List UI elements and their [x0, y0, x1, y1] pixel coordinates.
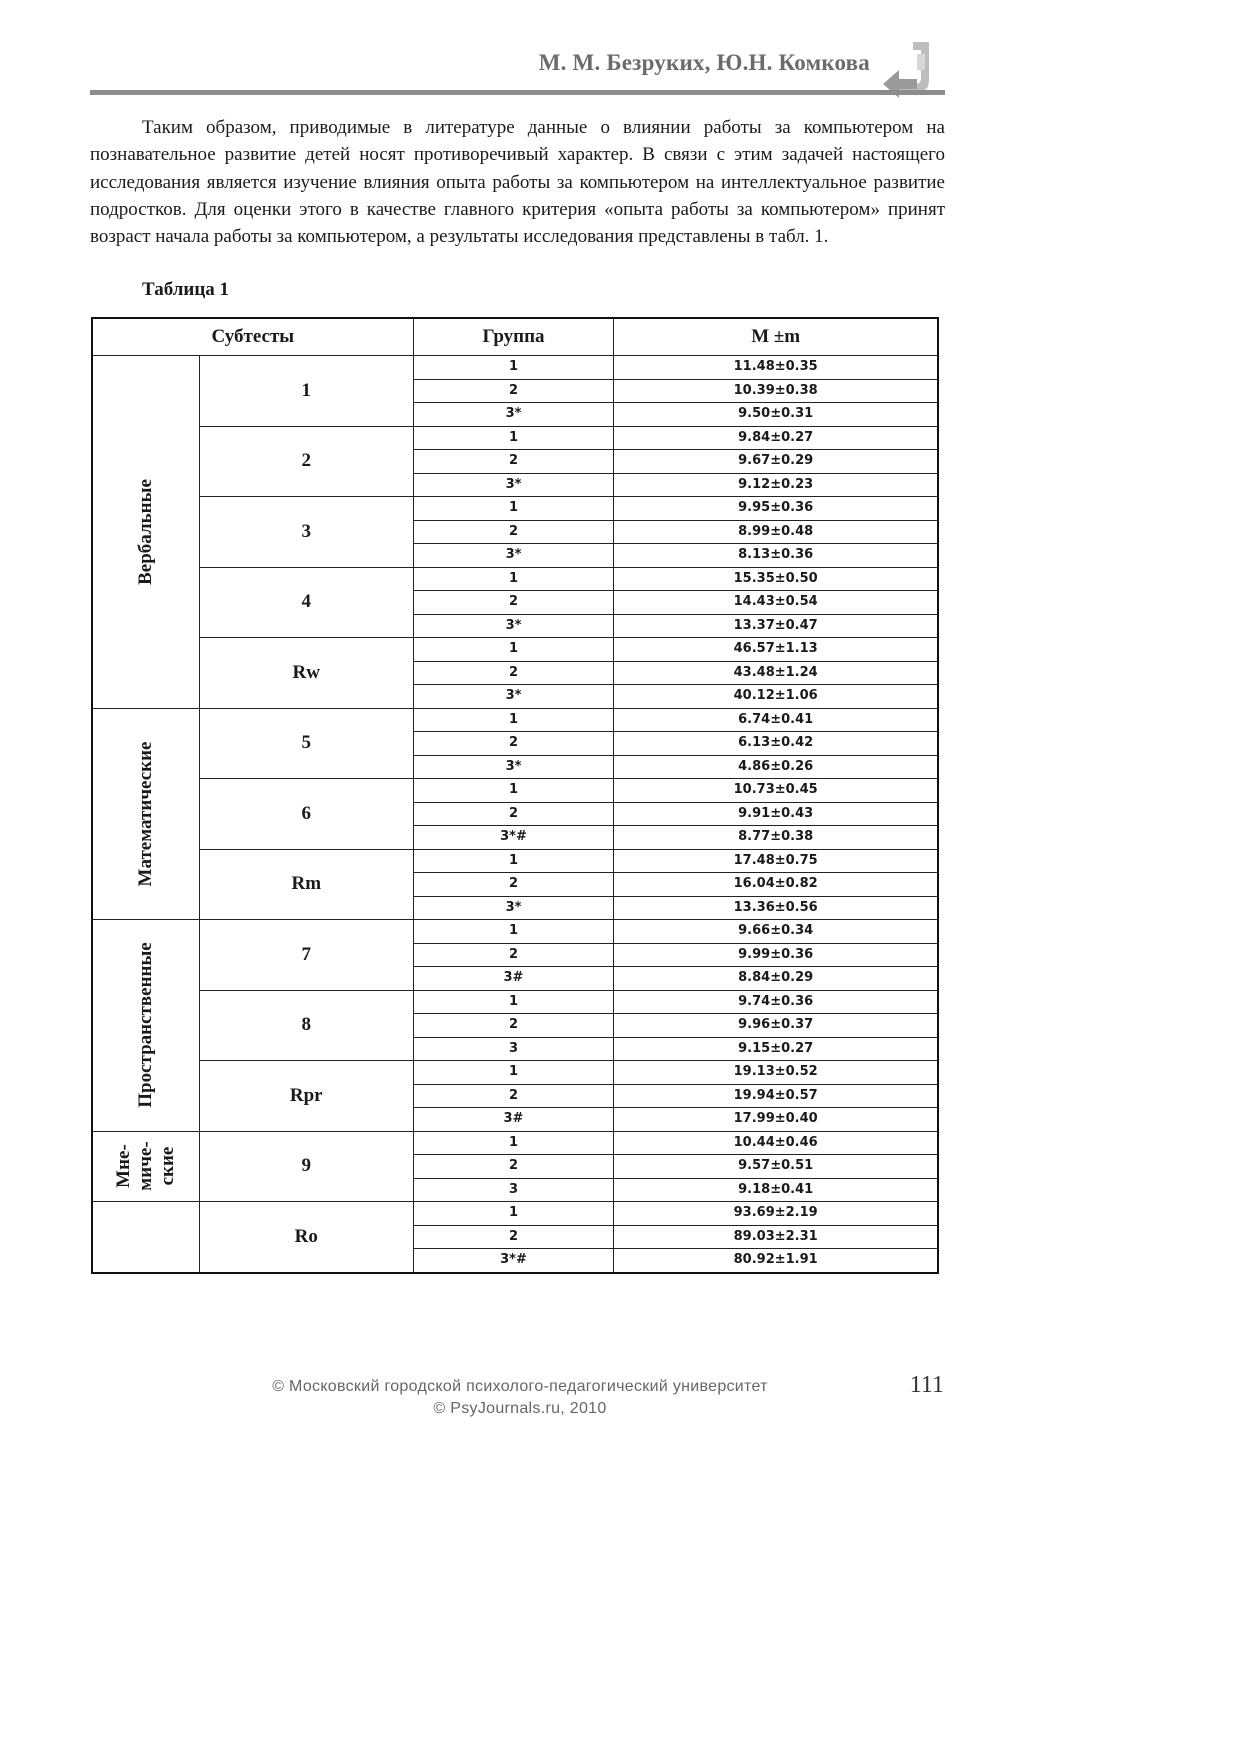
value-cell: 17.99±0.40 — [614, 1108, 938, 1132]
group-cell: 1 — [413, 849, 614, 873]
subtest-label: 9 — [199, 1131, 413, 1202]
category-cell — [92, 708, 199, 920]
value-cell: 40.12±1.06 — [614, 685, 938, 709]
category-cell — [92, 1131, 199, 1202]
group-cell: 3* — [413, 755, 614, 779]
copyright-line-1: © Московский городской психолого-педагогический университет — [272, 1378, 768, 1395]
group-cell: 3# — [413, 967, 614, 991]
group-cell: 2 — [413, 379, 614, 403]
group-cell: 1 — [413, 356, 614, 380]
group-cell: 1 — [413, 990, 614, 1014]
value-cell: 9.99±0.36 — [614, 943, 938, 967]
group-cell: 1 — [413, 426, 614, 450]
table-row — [92, 779, 938, 803]
group-cell: 3*# — [413, 1249, 614, 1273]
table-row — [92, 567, 938, 591]
table-row — [92, 426, 938, 450]
header-rule — [90, 90, 945, 95]
group-cell: 2 — [413, 943, 614, 967]
value-cell: 9.84±0.27 — [614, 426, 938, 450]
copyright-line-2: © PsyJournals.ru, 2010 — [433, 1400, 607, 1417]
value-cell: 89.03±2.31 — [614, 1225, 938, 1249]
group-cell: 3 — [413, 1037, 614, 1061]
table-row — [92, 1202, 938, 1226]
results-table — [91, 317, 939, 1274]
value-cell: 8.84±0.29 — [614, 967, 938, 991]
group-cell: 3 — [413, 1178, 614, 1202]
value-cell: 16.04±0.82 — [614, 873, 938, 897]
group-cell: 1 — [413, 567, 614, 591]
subtest-label: 2 — [199, 426, 413, 497]
group-cell: 1 — [413, 497, 614, 521]
category-label: Математические — [134, 741, 156, 887]
value-cell: 4.86±0.26 — [614, 755, 938, 779]
group-cell: 2 — [413, 802, 614, 826]
value-cell: 9.12±0.23 — [614, 473, 938, 497]
group-cell: 1 — [413, 638, 614, 662]
value-cell: 19.13±0.52 — [614, 1061, 938, 1085]
running-head-authors: М. М. Безруких, Ю.Н. Комкова — [538, 50, 870, 75]
group-cell: 3* — [413, 896, 614, 920]
subtest-label: 5 — [199, 708, 413, 779]
group-cell: 3* — [413, 544, 614, 568]
group-cell: 2 — [413, 661, 614, 685]
group-cell: 3*# — [413, 826, 614, 850]
table-caption: Таблица 1 — [142, 279, 230, 300]
group-cell: 1 — [413, 920, 614, 944]
group-cell: 2 — [413, 1084, 614, 1108]
header-subtests: Субтесты — [92, 318, 413, 356]
table-row — [92, 356, 938, 380]
category-cell — [92, 1202, 199, 1273]
subtest-label: Rpr — [199, 1061, 413, 1132]
group-cell: 1 — [413, 1202, 614, 1226]
value-cell: 9.18±0.41 — [614, 1178, 938, 1202]
value-cell: 10.73±0.45 — [614, 779, 938, 803]
value-cell: 6.13±0.42 — [614, 732, 938, 756]
header-value: M ±m — [614, 318, 938, 356]
value-cell: 9.74±0.36 — [614, 990, 938, 1014]
value-cell: 6.74±0.41 — [614, 708, 938, 732]
group-cell: 3* — [413, 403, 614, 427]
group-cell: 1 — [413, 779, 614, 803]
value-cell: 8.77±0.38 — [614, 826, 938, 850]
intro-paragraph: Таким образом, приводимые в литературе данные о влиянии работы за компьютером на познавательное развитие детей носят противоречивый характер. В связи с этим задачей настоящего исследования является изучение влияния опыта работы за компьютером на интеллектуальное развитие подростков. Для оценки этого в качестве главного критерия «опыта работы за компьютером» принят возраст начала работы за компьютером, а результаты исследования представлены в табл. 1. — [90, 117, 945, 248]
group-cell: 2 — [413, 732, 614, 756]
subtest-label: Ro — [199, 1202, 413, 1273]
value-cell: 17.48±0.75 — [614, 849, 938, 873]
group-cell: 2 — [413, 450, 614, 474]
category-label: Мне- миче- ские — [112, 1141, 178, 1191]
table-row — [92, 1131, 938, 1155]
group-cell: 2 — [413, 1225, 614, 1249]
subtest-label: 4 — [199, 567, 413, 638]
value-cell: 9.15±0.27 — [614, 1037, 938, 1061]
group-cell: 3* — [413, 614, 614, 638]
value-cell: 15.35±0.50 — [614, 567, 938, 591]
group-cell: 3* — [413, 685, 614, 709]
table-row — [92, 990, 938, 1014]
table-row — [92, 708, 938, 732]
value-cell: 43.48±1.24 — [614, 661, 938, 685]
value-cell: 13.37±0.47 — [614, 614, 938, 638]
group-cell: 2 — [413, 1155, 614, 1179]
header-group: Группа — [413, 318, 614, 356]
value-cell: 10.44±0.46 — [614, 1131, 938, 1155]
table-row — [92, 638, 938, 662]
table-body — [92, 356, 938, 1273]
value-cell: 9.66±0.34 — [614, 920, 938, 944]
value-cell: 11.48±0.35 — [614, 356, 938, 380]
copyright-block — [200, 1376, 840, 1420]
subtest-label: 3 — [199, 497, 413, 568]
value-cell: 46.57±1.13 — [614, 638, 938, 662]
table-row — [92, 497, 938, 521]
subtest-label: 8 — [199, 990, 413, 1061]
category-cell — [92, 356, 199, 709]
value-cell: 9.91±0.43 — [614, 802, 938, 826]
category-label: Вербальные — [134, 478, 156, 585]
category-label: Пространственные — [134, 942, 156, 1108]
value-cell: 9.67±0.29 — [614, 450, 938, 474]
group-cell: 1 — [413, 1131, 614, 1155]
value-cell: 10.39±0.38 — [614, 379, 938, 403]
subtest-label: 1 — [199, 356, 413, 427]
value-cell: 9.96±0.37 — [614, 1014, 938, 1038]
group-cell: 3# — [413, 1108, 614, 1132]
value-cell: 9.95±0.36 — [614, 497, 938, 521]
value-cell: 19.94±0.57 — [614, 1084, 938, 1108]
value-cell: 14.43±0.54 — [614, 591, 938, 615]
value-cell: 93.69±2.19 — [614, 1202, 938, 1226]
category-cell — [92, 920, 199, 1132]
table-header-row — [92, 318, 938, 356]
table-row — [92, 1061, 938, 1085]
value-cell: 80.92±1.91 — [614, 1249, 938, 1273]
subtest-label: 7 — [199, 920, 413, 991]
table-row — [92, 920, 938, 944]
table-row — [92, 849, 938, 873]
value-cell: 9.50±0.31 — [614, 403, 938, 427]
group-cell: 1 — [413, 708, 614, 732]
subtest-label: 6 — [199, 779, 413, 850]
group-cell: 3* — [413, 473, 614, 497]
group-cell: 2 — [413, 873, 614, 897]
group-cell: 2 — [413, 1014, 614, 1038]
subtest-label: Rw — [199, 638, 413, 709]
group-cell: 2 — [413, 520, 614, 544]
page-number: 111 — [909, 1372, 944, 1398]
value-cell: 13.36±0.56 — [614, 896, 938, 920]
value-cell: 8.99±0.48 — [614, 520, 938, 544]
subtest-label: Rm — [199, 849, 413, 920]
group-cell: 2 — [413, 591, 614, 615]
value-cell: 9.57±0.51 — [614, 1155, 938, 1179]
value-cell: 8.13±0.36 — [614, 544, 938, 568]
group-cell: 1 — [413, 1061, 614, 1085]
